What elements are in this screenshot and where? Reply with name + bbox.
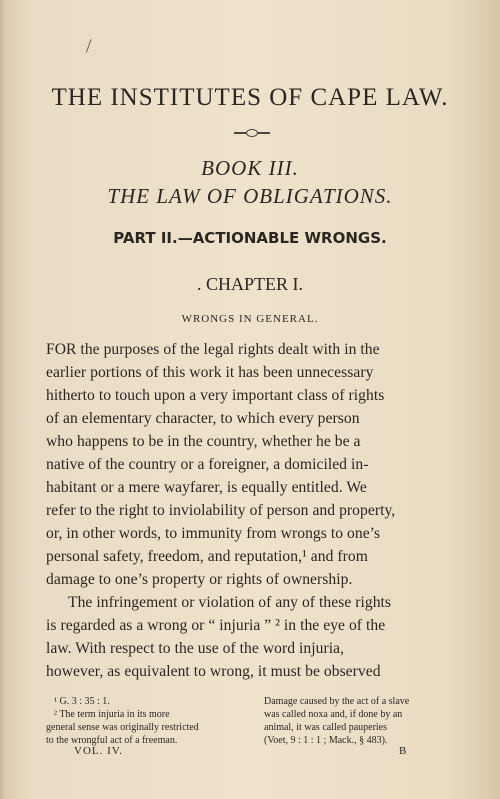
body-line: law. With respect to the use of the word injuria, [46, 640, 345, 657]
part-heading: PART II.—ACTIONABLE WRONGS. [113, 229, 387, 247]
footnote-line: ¹ G. 3 : 35 : 1. [54, 696, 110, 707]
footnote-line: (Voet, 9 : 1 : 1 ; Mack., § 483). [264, 735, 388, 746]
body-line: FOR the purposes of the legal rights dealt with in the [46, 341, 380, 358]
body-line: who happens to be in the country, whether he be a [46, 433, 361, 450]
body-line: The infringement or violation of any of these rights [68, 594, 392, 611]
body-line: is regarded as a wrong or “ injuria ” ² in the eye of the [46, 617, 386, 634]
chapter-heading: . CHAPTER I. [196, 274, 303, 294]
pencil-mark [86, 39, 97, 55]
body-line: however, as equivalent to wrong, it must be observed [46, 663, 381, 680]
footnote-line: Damage caused by the act of a slave [264, 696, 410, 707]
body-line: or, in other words, to immunity from wrongs to one’s [46, 525, 381, 542]
body-line: refer to the right to inviolability of person and property, [46, 502, 396, 519]
signature-mark: B [399, 745, 408, 757]
page-binding-shadow [0, 0, 5, 799]
body-line: personal safety, freedom, and reputation,¹ and from [46, 548, 368, 565]
body-line: earlier portions of this work it has been unnecessary [46, 364, 374, 381]
law-title: THE LAW OF OBLIGATIONS. [107, 184, 393, 208]
body-line: native of the country or a foreigner, a domiciled in- [46, 456, 369, 473]
running-title: THE INSTITUTES OF CAPE LAW. [51, 84, 449, 111]
ornament-knot-icon [246, 129, 258, 137]
body-line: hitherto to touch upon a very important class of rights [46, 387, 385, 404]
book-number: BOOK III. [201, 156, 299, 180]
body-line: of an elementary character, to which every person [46, 410, 360, 427]
footnote-line: ² The term injuria in its more [54, 709, 170, 720]
ornament-divider [234, 132, 270, 134]
volume-label: VOL. IV. [74, 745, 124, 757]
section-heading: WRONGS IN GENERAL. [181, 313, 319, 325]
footnote-line: general sense was originally restricted [46, 722, 199, 733]
body-line: damage to one’s property or rights of ownership. [46, 571, 353, 588]
footnote-line: animal, it was called pauperies [264, 722, 388, 733]
footnote-line: was called noxa and, if done by an [264, 709, 403, 720]
footnote-line: to the wrongful act of a freeman. [46, 735, 178, 746]
body-line: habitant or a mere wayfarer, is equally entitled. We [46, 479, 367, 496]
